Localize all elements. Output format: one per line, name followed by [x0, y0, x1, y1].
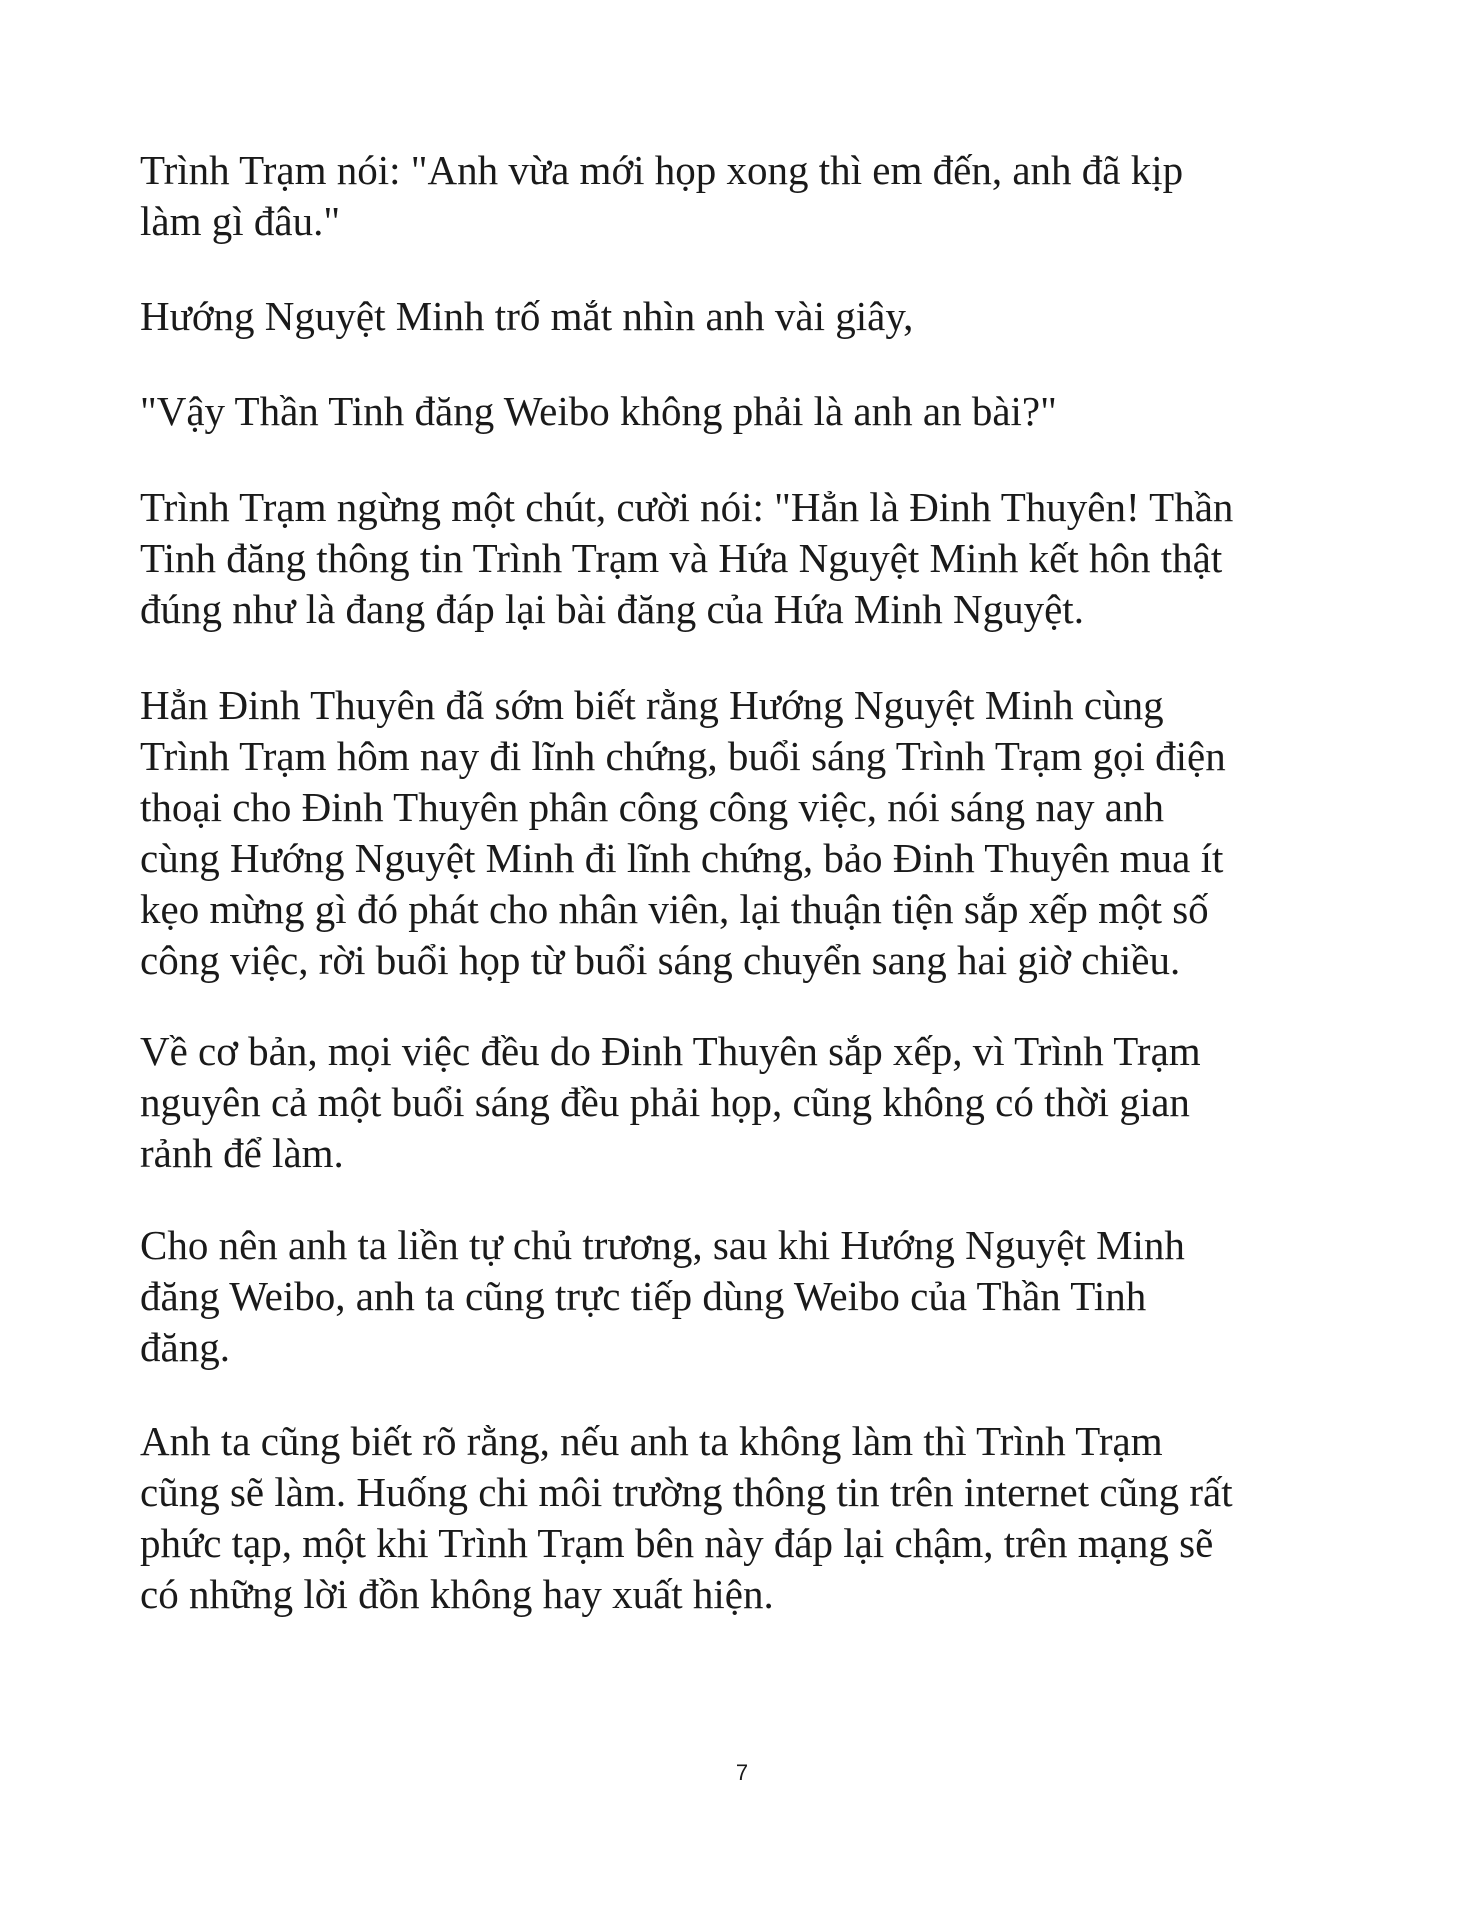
- text-line: Anh ta cũng biết rõ rằng, nếu anh ta không làm thì Trình Trạm: [140, 1418, 1163, 1464]
- paragraph-1: [140, 145, 1360, 247]
- text-line: Cho nên anh ta liền tự chủ trương, sau khi Hướng Nguyệt Minh: [140, 1222, 1185, 1268]
- text-line: đăng.: [140, 1324, 230, 1370]
- paragraph-6: [140, 1026, 1360, 1179]
- paragraph-8: [140, 1416, 1360, 1620]
- text-line: cùng Hướng Nguyệt Minh đi lĩnh chứng, bảo Đinh Thuyên mua ít: [140, 835, 1224, 881]
- text-line: nguyên cả một buổi sáng đều phải họp, cũng không có thời gian: [140, 1079, 1190, 1125]
- paragraph-5: [140, 680, 1360, 986]
- text-line: Tinh đăng thông tin Trình Trạm và Hứa Nguyệt Minh kết hôn thật: [140, 535, 1223, 581]
- page-number: 7: [735, 1760, 749, 1785]
- text-line: Hướng Nguyệt Minh trố mắt nhìn anh vài giây,: [140, 293, 914, 339]
- text-line: Hẳn Đinh Thuyên đã sớm biết rằng Hướng Nguyệt Minh cùng: [140, 682, 1164, 728]
- text-line: "Vậy Thần Tinh đăng Weibo không phải là anh an bài?": [140, 388, 1057, 434]
- text-line: làm gì đâu.": [140, 198, 341, 244]
- text-line: cũng sẽ làm. Huống chi môi trường thông tin trên internet cũng rất: [140, 1469, 1233, 1515]
- text-line: Về cơ bản, mọi việc đều do Đinh Thuyên sắp xếp, vì Trình Trạm: [140, 1028, 1201, 1074]
- text-line: có những lời đồn không hay xuất hiện.: [140, 1571, 774, 1617]
- text-line: đúng như là đang đáp lại bài đăng của Hứa Minh Nguyệt.: [140, 586, 1084, 632]
- text-line: thoại cho Đinh Thuyên phân công công việc, nói sáng nay anh: [140, 784, 1164, 830]
- paragraph-7: [140, 1220, 1360, 1373]
- text-line: công việc, rời buổi họp từ buổi sáng chuyển sang hai giờ chiều.: [140, 937, 1181, 983]
- text-line: kẹo mừng gì đó phát cho nhân viên, lại thuận tiện sắp xếp một số: [140, 886, 1209, 932]
- text-line: Trình Trạm nói: "Anh vừa mới họp xong thì em đến, anh đã kịp: [140, 147, 1184, 193]
- text-line: Trình Trạm hôm nay đi lĩnh chứng, buổi sáng Trình Trạm gọi điện: [140, 733, 1226, 779]
- paragraph-4: [140, 482, 1360, 635]
- text-line: rảnh để làm.: [140, 1130, 344, 1176]
- paragraph-2: [140, 291, 1360, 342]
- text-line: Trình Trạm ngừng một chút, cười nói: "Hẳn là Đinh Thuyên! Thần: [140, 484, 1234, 530]
- paragraph-3: [140, 386, 1360, 437]
- text-line: đăng Weibo, anh ta cũng trực tiếp dùng Weibo của Thần Tinh: [140, 1273, 1147, 1319]
- text-line: phức tạp, một khi Trình Trạm bên này đáp lại chậm, trên mạng sẽ: [140, 1520, 1214, 1566]
